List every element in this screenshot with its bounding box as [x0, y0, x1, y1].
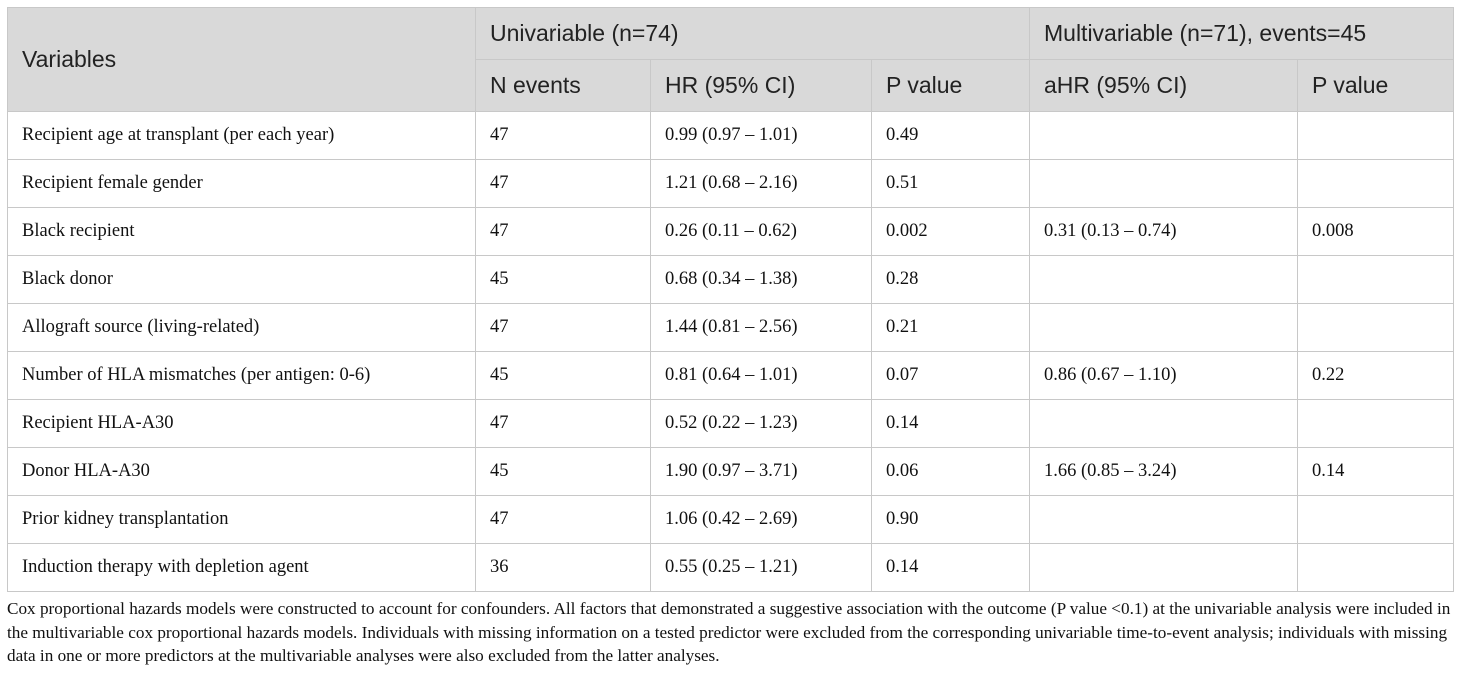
header-adjusted-p-value: P value [1298, 60, 1454, 112]
cell-p-value: 0.14 [872, 400, 1030, 448]
cell-adjusted-p-value: 0.22 [1298, 352, 1454, 400]
cell-ahr: 0.31 (0.13 – 0.74) [1030, 208, 1298, 256]
cell-hr: 0.55 (0.25 – 1.21) [651, 544, 872, 592]
cell-adjusted-p-value [1298, 400, 1454, 448]
cell-p-value: 0.90 [872, 496, 1030, 544]
cell-adjusted-p-value [1298, 256, 1454, 304]
cell-n-events: 45 [476, 448, 651, 496]
cell-variable: Recipient female gender [8, 160, 476, 208]
cell-variable: Recipient HLA-A30 [8, 400, 476, 448]
cell-hr: 0.81 (0.64 – 1.01) [651, 352, 872, 400]
table-row [8, 304, 1454, 352]
cell-n-events: 45 [476, 256, 651, 304]
cell-ahr: 0.86 (0.67 – 1.10) [1030, 352, 1298, 400]
cell-variable: Black donor [8, 256, 476, 304]
cell-n-events: 36 [476, 544, 651, 592]
cell-n-events: 47 [476, 160, 651, 208]
table-row [8, 112, 1454, 160]
cell-p-value: 0.28 [872, 256, 1030, 304]
header-p-value: P value [872, 60, 1030, 112]
cell-hr: 0.68 (0.34 – 1.38) [651, 256, 872, 304]
cell-ahr: 1.66 (0.85 – 3.24) [1030, 448, 1298, 496]
cell-adjusted-p-value: 0.14 [1298, 448, 1454, 496]
table-row [8, 544, 1454, 592]
header-variables: Variables [8, 8, 476, 112]
cell-p-value: 0.51 [872, 160, 1030, 208]
cell-p-value: 0.14 [872, 544, 1030, 592]
cell-n-events: 47 [476, 112, 651, 160]
cell-n-events: 47 [476, 208, 651, 256]
table-row [8, 208, 1454, 256]
cell-hr: 1.44 (0.81 – 2.56) [651, 304, 872, 352]
cell-variable: Recipient age at transplant (per each year) [8, 112, 476, 160]
cell-ahr [1030, 544, 1298, 592]
cell-hr: 0.26 (0.11 – 0.62) [651, 208, 872, 256]
table-header [8, 8, 1454, 112]
table-row [8, 448, 1454, 496]
table-row [8, 256, 1454, 304]
cell-n-events: 47 [476, 304, 651, 352]
cell-n-events: 47 [476, 496, 651, 544]
cell-adjusted-p-value: 0.008 [1298, 208, 1454, 256]
cell-variable: Donor HLA-A30 [8, 448, 476, 496]
cell-p-value: 0.06 [872, 448, 1030, 496]
table-row [8, 400, 1454, 448]
table-footnote: Cox proportional hazards models were constructed to account for confounders. All factors that demonstrated a suggestive association with the outcome (P value <0.1) at the univariable analysis were included in the multivariable cox proportional hazards models. Individuals with missing information on a tested predictor were excluded from the corresponding univariable time-to-event analysis; individuals with missing data in one or more predictors at the multivariable analyses were also excluded from the latter analyses. [7, 599, 1451, 665]
cell-variable: Induction therapy with depletion agent [8, 544, 476, 592]
table-row [8, 352, 1454, 400]
results-table [7, 7, 1454, 592]
header-hr: HR (95% CI) [651, 60, 872, 112]
cell-ahr [1030, 400, 1298, 448]
table-row [8, 496, 1454, 544]
header-multivariable: Multivariable (n=71), events=45 [1030, 8, 1454, 60]
results-table-container [7, 7, 1453, 592]
cell-ahr [1030, 304, 1298, 352]
cell-variable: Prior kidney transplantation [8, 496, 476, 544]
cell-adjusted-p-value [1298, 544, 1454, 592]
cell-n-events: 47 [476, 400, 651, 448]
cell-variable: Number of HLA mismatches (per antigen: 0-6) [8, 352, 476, 400]
cell-adjusted-p-value [1298, 160, 1454, 208]
cell-adjusted-p-value [1298, 112, 1454, 160]
cell-hr: 1.06 (0.42 – 2.69) [651, 496, 872, 544]
cell-p-value: 0.002 [872, 208, 1030, 256]
cell-ahr [1030, 256, 1298, 304]
cell-hr: 0.52 (0.22 – 1.23) [651, 400, 872, 448]
header-ahr: aHR (95% CI) [1030, 60, 1298, 112]
cell-hr: 0.99 (0.97 – 1.01) [651, 112, 872, 160]
cell-ahr [1030, 160, 1298, 208]
header-n-events: N events [476, 60, 651, 112]
cell-variable: Black recipient [8, 208, 476, 256]
cell-p-value: 0.21 [872, 304, 1030, 352]
table-row [8, 160, 1454, 208]
cell-adjusted-p-value [1298, 304, 1454, 352]
header-univariable: Univariable (n=74) [476, 8, 1030, 60]
cell-variable: Allograft source (living-related) [8, 304, 476, 352]
cell-n-events: 45 [476, 352, 651, 400]
cell-adjusted-p-value [1298, 496, 1454, 544]
cell-p-value: 0.07 [872, 352, 1030, 400]
cell-hr: 1.90 (0.97 – 3.71) [651, 448, 872, 496]
table-body [8, 112, 1454, 592]
cell-ahr [1030, 496, 1298, 544]
cell-hr: 1.21 (0.68 – 2.16) [651, 160, 872, 208]
cell-ahr [1030, 112, 1298, 160]
cell-p-value: 0.49 [872, 112, 1030, 160]
